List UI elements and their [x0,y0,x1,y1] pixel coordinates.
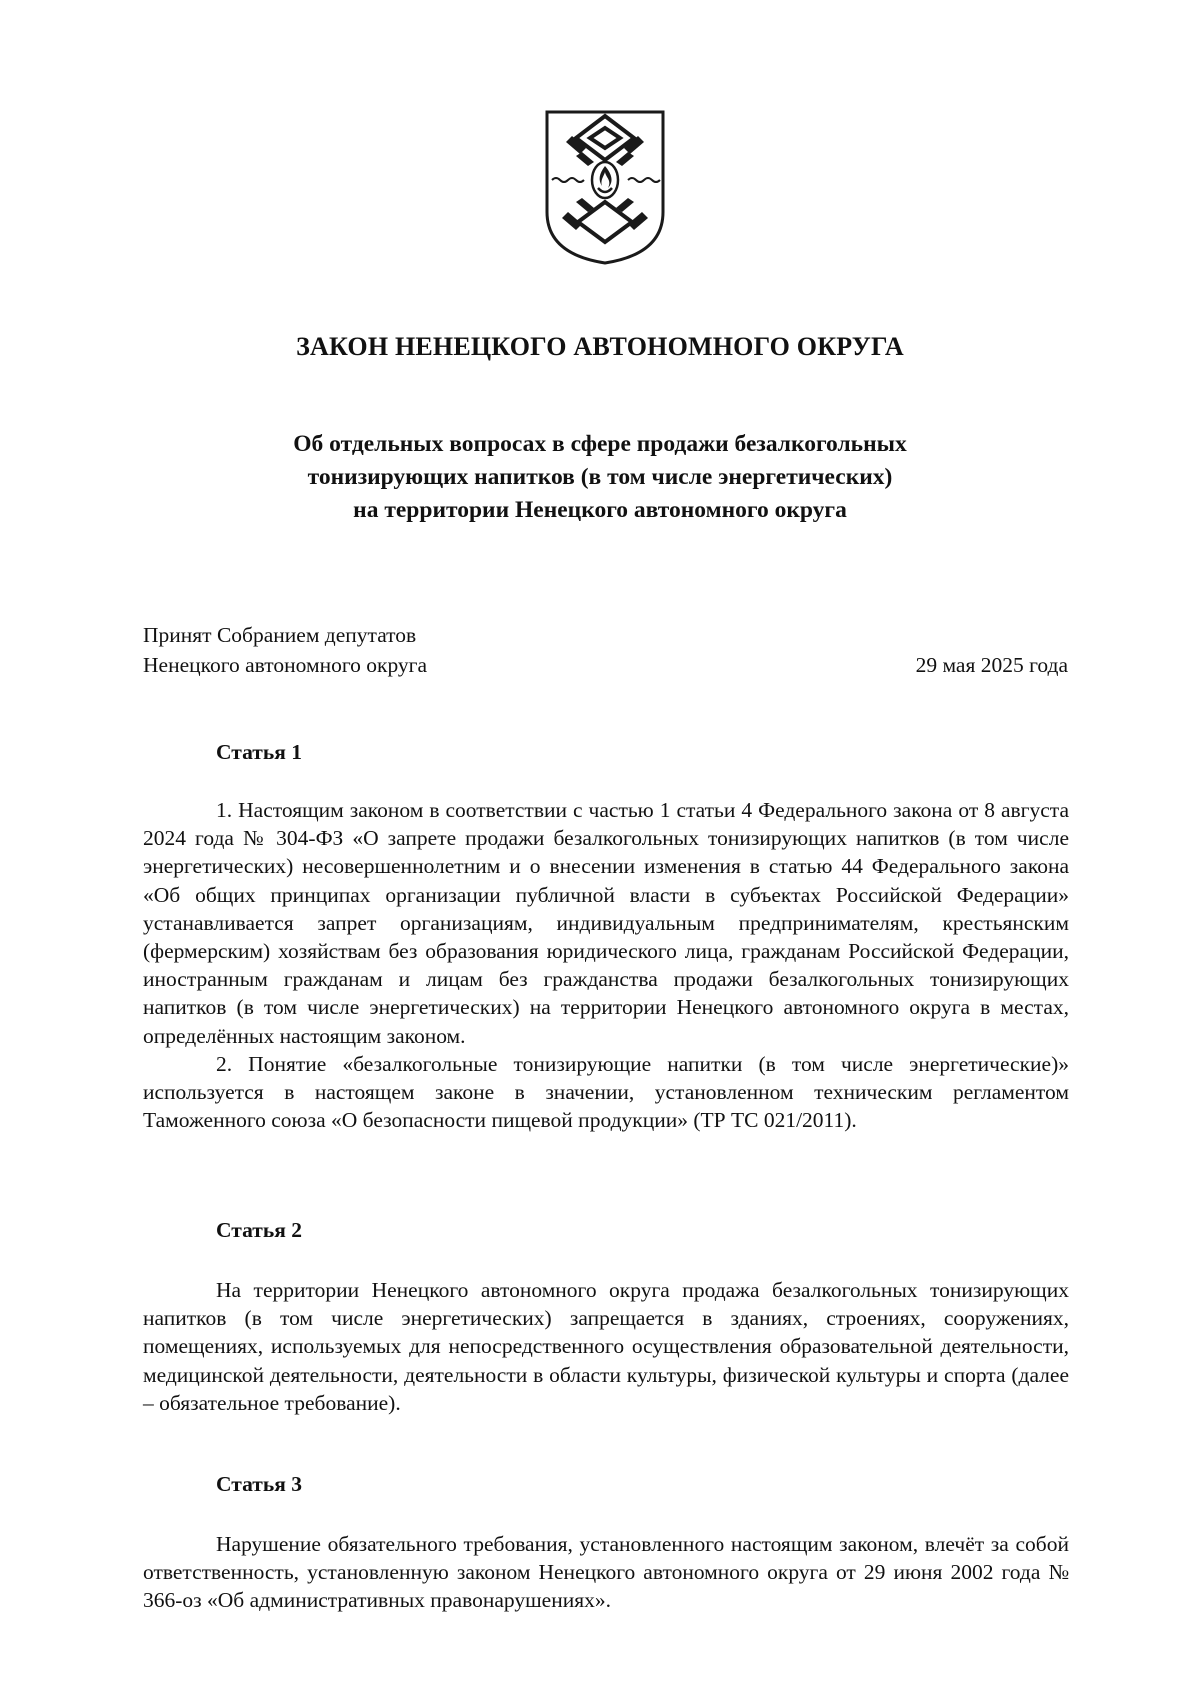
adopted-line: Ненецкого автономного округа [143,653,428,677]
adopted-by [143,620,427,680]
article-2-heading: Статья 2 [216,1218,302,1242]
article-3-body [143,1530,1069,1615]
article-paragraph: Нарушение обязательного требования, установленного настоящим законом, влечёт за собой ответственность, установленную законом Ненецкого автономного округа от 29 июня 2002 года № 366-оз «Об административных правонарушениях». [143,1532,1069,1613]
law-subtitle [130,428,1070,527]
article-2-body [143,1276,1069,1417]
adopted-date: 29 мая 2025 года [915,653,1068,677]
article-paragraph: 2. Понятие «безалкогольные тонизирующие напитки (в том числе энергетические)» используется в настоящем законе в значении, установленном техническим регламентом Таможенного союза «О безопасности пищевой продукции» (ТР ТС 021/2011). [143,1051,1069,1133]
subtitle-line: на территории Ненецкого автономного округа [353,497,847,523]
article-1-body [143,796,1069,1134]
article-3-heading: Статья 3 [216,1472,302,1496]
adopted-line: Принят Собранием депутатов [143,623,417,647]
law-title: ЗАКОН НЕНЕЦКОГО АВТОНОМНОГО ОКРУГА [296,332,904,361]
subtitle-line: тонизирующих напитков (в том числе энергетических) [307,464,893,490]
article-paragraph: На территории Ненецкого автономного округа продажа безалкогольных тонизирующих напитков (в том числе энергетических) запрещается в зданиях, строениях, сооружениях, помещениях, используемых для непосредственного осуществления образовательной деятельности, медицинской деятельности, деятельности в области культуры, физической культуры и спорта (далее – обязательное требование). [143,1278,1069,1415]
coat-of-arms-icon [542,108,668,266]
article-1-heading: Статья 1 [216,740,302,764]
subtitle-line: Об отдельных вопросах в сфере продажи безалкогольных [293,431,907,457]
article-paragraph: 1. Настоящим законом в соответствии с частью 1 статьи 4 Федерального закона от 8 августа 2024 года № 304-ФЗ «О запрете продажи безалкогольных тонизирующих напитков (в том числе энергетических) несовершеннолетним и о внесении изменения в статью 44 Федерального закона «Об общих принципах организации публичной власти в субъектах Российской Федерации» устанавливается запрет организациям, индивидуальным предпринимателям, крестьянским (фермерским) хозяйствам без образования юридического лица, гражданам Российской Федерации, иностранным гражданам и лицам без гражданства продажи безалкогольных тонизирующих напитков (в том числе энергетических) на территории Ненецкого автономного округа в местах, определённых настоящим законом. [143,798,1069,1048]
